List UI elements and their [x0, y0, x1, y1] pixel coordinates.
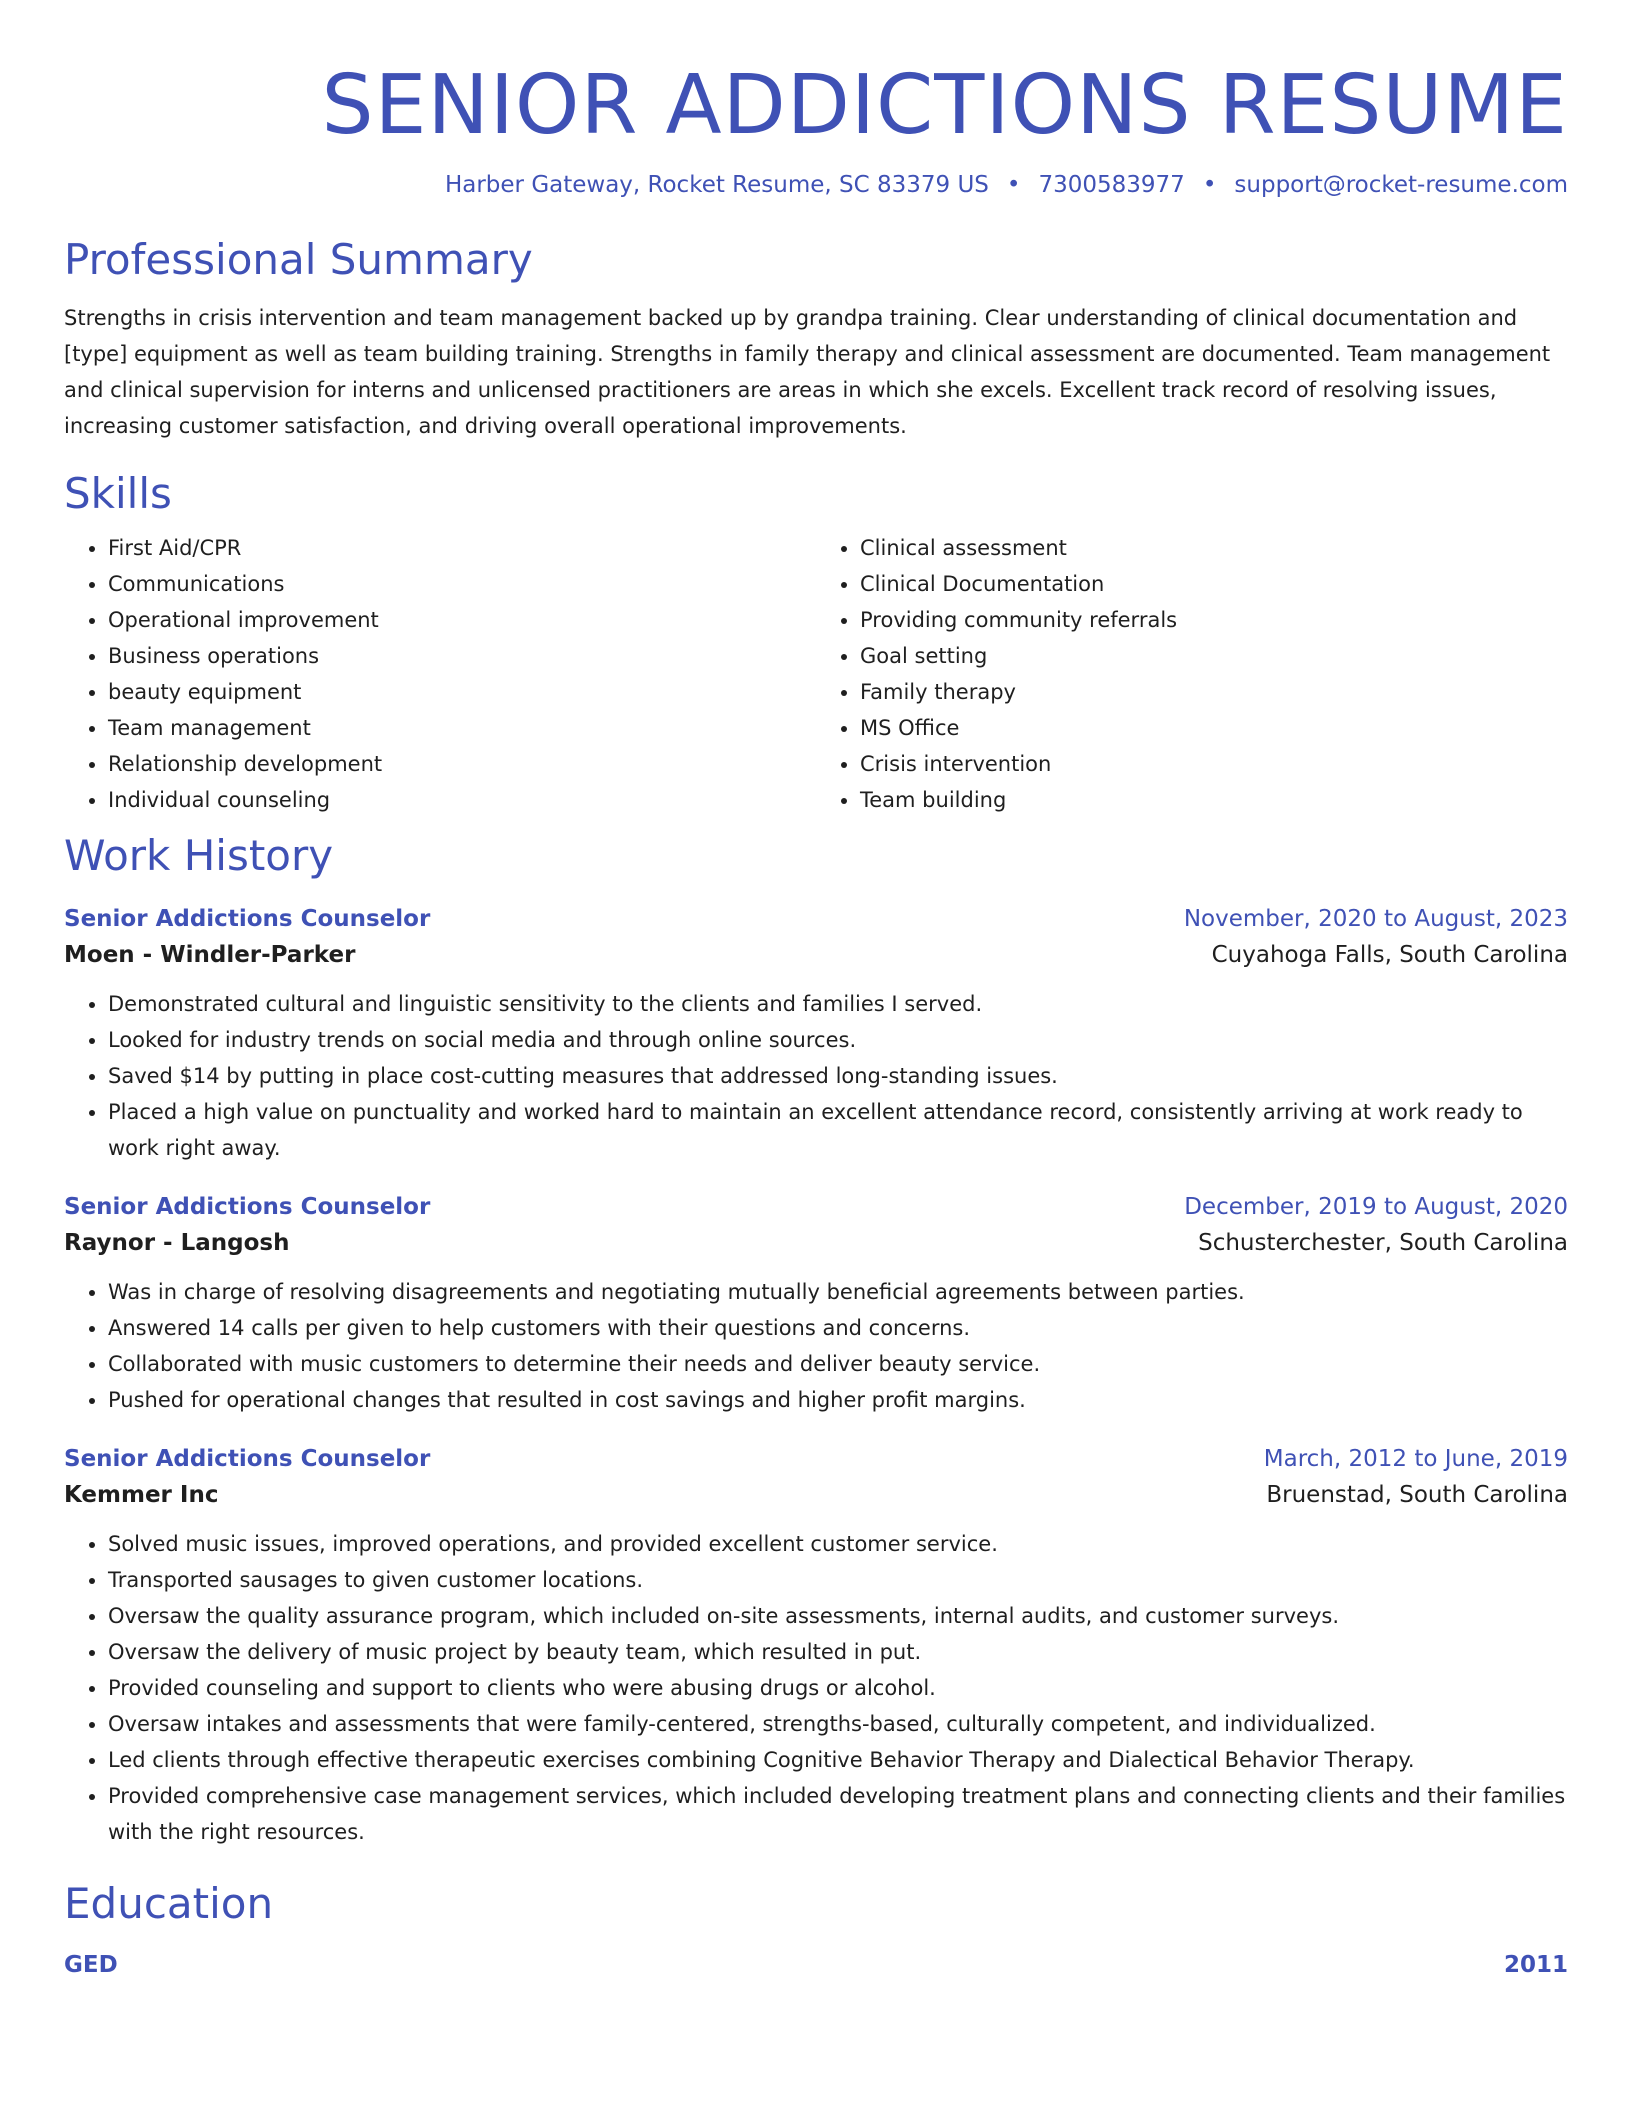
job-dates: March, 2012 to June, 2019 — [1263, 1446, 1568, 1472]
job-company-row — [64, 1476, 1568, 1514]
education-entry — [64, 1952, 1568, 1978]
skill-item: • Goal setting — [860, 638, 1568, 674]
job-title: Senior Addictions Counselor — [64, 906, 431, 932]
job-bullet: • Oversaw the quality assurance program, which included on-site assessments, internal audits, and customer surveys. — [108, 1598, 1568, 1634]
job-bullet: • Demonstrated cultural and linguistic sensitivity to the clients and families I served. — [108, 986, 1568, 1022]
skill-item: • Providing community referrals — [860, 602, 1568, 638]
job-location: Bruenstad, South Carolina — [1266, 1482, 1568, 1508]
job-bullets — [64, 1274, 1568, 1418]
job-company-row — [64, 1224, 1568, 1262]
job-company: Raynor - Langosh — [64, 1230, 290, 1256]
job-company: Moen - Windler-Parker — [64, 942, 356, 968]
skills-list-right — [816, 530, 1568, 818]
skill-item: • Crisis intervention — [860, 746, 1568, 782]
work-history-heading: Work History — [64, 831, 334, 880]
job-bullet: • Provided counseling and support to clients who were abusing drugs or alcohol. — [108, 1670, 1568, 1706]
job-location: Schusterchester, South Carolina — [1198, 1230, 1568, 1256]
job-title-row — [64, 1190, 1568, 1224]
contact-separator: • — [1202, 172, 1217, 198]
job-dates: November, 2020 to August, 2023 — [1183, 906, 1568, 932]
skills-columns — [64, 530, 1568, 818]
skill-item: • Family therapy — [860, 674, 1568, 710]
skills-list-left — [64, 530, 816, 818]
contact-phone: 7300583977 — [1038, 172, 1185, 198]
skill-item: • beauty equipment — [108, 674, 816, 710]
skill-item: • Team management — [108, 710, 816, 746]
job-bullet: • Placed a high value on punctuality and worked hard to maintain an excellent attendance record, consistently arriving at work ready to work right away. — [108, 1094, 1568, 1166]
skill-item: • Operational improvement — [108, 602, 816, 638]
skill-item: • MS Office — [860, 710, 1568, 746]
job-entry — [64, 1190, 1568, 1418]
skill-item: • Team building — [860, 782, 1568, 818]
job-bullet: • Oversaw the delivery of music project by beauty team, which resulted in put. — [108, 1634, 1568, 1670]
job-bullet: • Solved music issues, improved operations, and provided excellent customer service. — [108, 1526, 1568, 1562]
resume-title: SENIOR ADDICTIONS RESUME — [321, 58, 1568, 153]
job-bullets — [64, 1526, 1568, 1850]
job-bullet: • Was in charge of resolving disagreements and negotiating mutually beneficial agreements between parties. — [108, 1274, 1568, 1310]
resume-header — [64, 58, 1568, 200]
job-bullet: • Oversaw intakes and assessments that were family-centered, strengths-based, culturally competent, and individualized. — [108, 1706, 1568, 1742]
job-bullet: • Answered 14 calls per given to help customers with their questions and concerns. — [108, 1310, 1568, 1346]
education-year: 2011 — [1503, 1952, 1568, 1978]
job-bullet: • Transported sausages to given customer locations. — [108, 1562, 1568, 1598]
job-entry — [64, 902, 1568, 1166]
job-bullet: • Saved $14 by putting in place cost-cutting measures that addressed long-standing issues. — [108, 1058, 1568, 1094]
job-bullets — [64, 986, 1568, 1166]
contact-line — [64, 170, 1568, 200]
skill-item: • Relationship development — [108, 746, 816, 782]
job-company-row — [64, 936, 1568, 974]
education-heading: Education — [64, 1879, 274, 1928]
job-entry — [64, 1442, 1568, 1850]
skill-item: • Communications — [108, 566, 816, 602]
job-dates: December, 2019 to August, 2020 — [1184, 1194, 1568, 1220]
skill-item: • Business operations — [108, 638, 816, 674]
contact-address: Harber Gateway, Rocket Resume, SC 83379 US — [444, 172, 989, 198]
job-title: Senior Addictions Counselor — [64, 1446, 431, 1472]
summary-heading: Professional Summary — [64, 235, 533, 284]
job-title-row — [64, 1442, 1568, 1476]
contact-separator: • — [1006, 172, 1021, 198]
skill-item: • Individual counseling — [108, 782, 816, 818]
skill-item: • Clinical assessment — [860, 530, 1568, 566]
job-bullet: • Provided comprehensive case management services, which included developing treatment plans and connecting clients and their families with the right resources. — [108, 1778, 1568, 1850]
summary-text: Strengths in crisis intervention and team management backed up by grandpa training. Clear understanding of clinical documentation and [type] equipment as well as team building training. Strengths in family therapy and clinical assessment are documented. Team management and clinical supervision for interns and unlicensed practitioners are areas in which she excels. Excellent track record of resolving issues, increasing customer satisfaction, and driving overall operational improvements. — [64, 306, 1551, 438]
skill-item: • First Aid/CPR — [108, 530, 816, 566]
job-bullet: • Led clients through effective therapeutic exercises combining Cognitive Behavior Therapy and Dialectical Behavior Therapy. — [108, 1742, 1568, 1778]
job-location: Cuyahoga Falls, South Carolina — [1211, 942, 1568, 968]
job-company: Kemmer Inc — [64, 1482, 219, 1508]
job-bullet: • Looked for industry trends on social media and through online sources. — [108, 1022, 1568, 1058]
job-bullet: • Pushed for operational changes that resulted in cost savings and higher profit margins. — [108, 1382, 1568, 1418]
skills-heading: Skills — [64, 469, 172, 518]
job-title-row — [64, 902, 1568, 936]
job-bullet: • Collaborated with music customers to determine their needs and deliver beauty service. — [108, 1346, 1568, 1382]
job-title: Senior Addictions Counselor — [64, 1194, 431, 1220]
skill-item: • Clinical Documentation — [860, 566, 1568, 602]
contact-email[interactable]: support@rocket-resume.com — [1234, 172, 1568, 198]
education-degree: GED — [64, 1952, 118, 1978]
resume-page — [64, 0, 1568, 1978]
